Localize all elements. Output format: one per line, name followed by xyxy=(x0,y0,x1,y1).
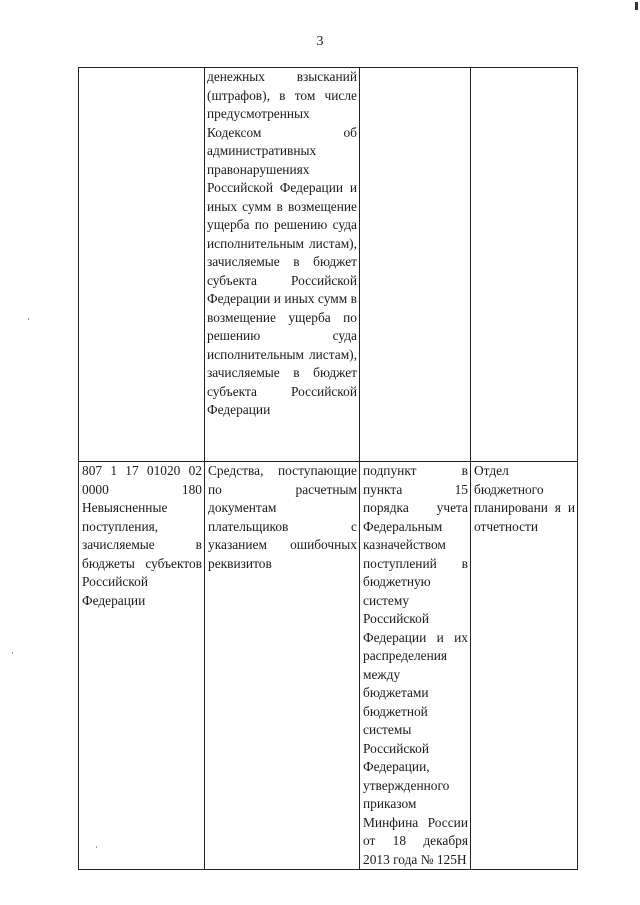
scan-mark xyxy=(635,2,638,10)
scan-speck xyxy=(12,652,13,654)
scan-speck xyxy=(28,318,29,320)
cell-code-name xyxy=(79,68,205,462)
cell-description: Средства, поступающие по расчетным документам плательщиков с указанием ошибочных реквизитов xyxy=(205,462,360,870)
cell-basis xyxy=(360,68,471,462)
cell-department xyxy=(471,68,578,462)
revenue-table xyxy=(78,67,578,870)
cell-basis: подпункт в пункта 15 порядка учета Федеральным казначейством поступлений в бюджетную систему Российской Федерации и их распределения между бюджетами бюджетной системы Российской Федерации, утвержденного приказом Минфина России от 18 декабря 2013 года № 125Н xyxy=(360,462,471,870)
cell-code-name: 807 1 17 01020 02 0000 180 Невыясненные поступления, зачисляемые в бюджеты субъектов Российской Федерации xyxy=(79,462,205,870)
cell-description: денежных взысканий (штрафов), в том числе предусмотренных Кодексом об административных правонарушениях Российской Федерации и иных сумм в возмещение ущерба по решению суда исполнительным листам), зачисляемые в бюджет субъекта Российской Федерации и иных сумм в возмещение ущерба по решению суда исполнительным листам), зачисляемые в бюджет субъекта Российской Федерации xyxy=(205,68,360,462)
page-number: 3 xyxy=(316,34,324,49)
table-row-continuation xyxy=(79,68,578,462)
table-row xyxy=(79,462,578,870)
cell-department: Отдел бюджетного планировани я и отчетности xyxy=(471,462,578,870)
